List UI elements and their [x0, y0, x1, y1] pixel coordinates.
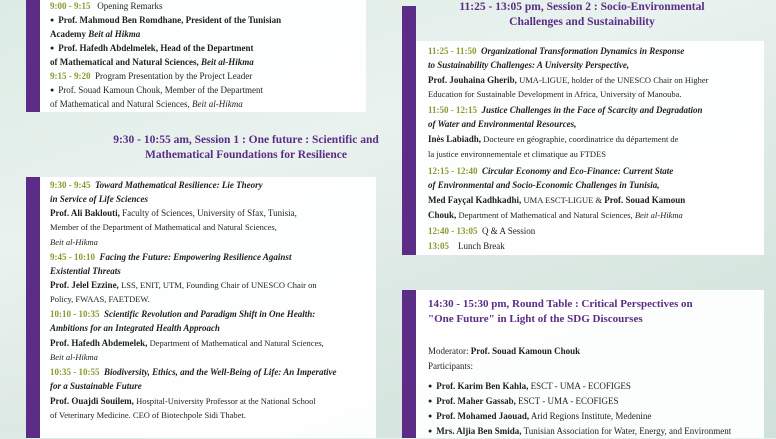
talk-speaker: Inès Labiadh, Docteure en géographie, coordinatrice du département de [428, 134, 679, 144]
talk-speaker: Med Fayçal Kadhkadhi, UMA ESCT-LIGUE & Prof. Souad Kamoun [428, 195, 686, 205]
talk-speaker-cont: Chouk, Department of Mathematical and Natural Sciences, Beit al-Hikma [428, 210, 683, 220]
talk-aff: of Veterinary Medicine. CEO of Biotechpole Sidi Thabet. [50, 410, 246, 420]
participant: ● Prof. Karim Ben Kahla, ESCT - UMA - ECOFIGES [428, 380, 631, 394]
qa-line: 12:40 - 13:05 Q & A Session [428, 226, 536, 236]
participant: ● Prof. Mohamed Jaouad, Arid Regions Institute, Medenine [428, 410, 651, 424]
session1-title: 9:30 - 10:55 am, Session 1 : One future : Scientific and Mathematical Foundations for Resilience [113, 134, 379, 161]
talk-time-title: 9:30 - 9:45 Toward Mathematical Resilience: Lie Theory [50, 180, 263, 190]
talk-time-title: 9:45 - 10:10 Facing the Future: Empowering Resilience Against [50, 252, 292, 262]
lunch-line: 13:05 Lunch Break [428, 241, 505, 251]
talk-time-title: 10:10 - 10:35 Scientific Revolution and Paradigm Shift in One Health: [50, 309, 316, 319]
session1-bar [26, 177, 40, 438]
talk-aff: Education for Sustainable Development in Africa, University of Manouba. [428, 89, 682, 99]
participants-label: Participants: [428, 361, 473, 371]
talk-speaker: Prof. Ouajdi Souilem, Hospital-University Professor at the National School [50, 396, 316, 406]
talk-speaker: Prof. Jelel Ezzine, LSS, ENIT, UTM, Founding Chair of UNESCO Chair on [50, 280, 317, 290]
time-label: 9:00 - 9:15 [50, 1, 91, 11]
opening-line-6: 9:15 - 9:20 Program Presentation by the Project Leader [50, 71, 253, 81]
speaker-aff: Academy Beit al Hikma [50, 29, 141, 39]
talk-aff: Policy, FWAAS, FAETDEW. [50, 294, 150, 304]
talk-aff: la justice environnementale et climatique au FTDES [428, 149, 606, 159]
talk-time-title: 11:25 - 11:50 Organizational Transformation Dynamics in Response [428, 46, 685, 56]
speaker-aff: of Mathematical and Natural Sciences, Beit al-Hikma [50, 99, 243, 109]
talk-title-cont: Existential Threats [50, 266, 121, 276]
talk-time-title: 10:35 - 10:55 Biodiversity, Ethics, and the Well-Being of Life: An Imperative [50, 367, 337, 377]
talk-time-title: 11:50 - 12:15 Justice Challenges in the Face of Scarcity and Degradation [428, 105, 703, 115]
speaker-line: ● Prof. Mahmoud Ben Romdhane, President of the Tunisian [50, 14, 281, 28]
speaker-line: ● Prof. Hafedh Abdelmelek, Head of the Department [50, 42, 254, 56]
talk-speaker: Prof. Hafedh Abdemelek, Department of Mathematical and Natural Sciences, [50, 338, 324, 348]
talk-title-cont: to Sustainability Challenges: A University Perspective, [428, 60, 630, 70]
roundtable-title: 14:30 - 15:30 pm, Round Table : Critical Perspectives on "One Future" in Light of the SDG Discourses [428, 298, 693, 325]
speaker-line: ● Prof. Souad Kamoun Chouk, Member of the Department [50, 84, 263, 98]
talk-speaker: Prof. Jouhaina Gherib, UMA-LIGUE, holder of the UNESCO Chair on Higher [428, 75, 709, 85]
talk-title-cont: in Service of Life Sciences [50, 194, 148, 204]
talk-title-cont: for a Sustainable Future [50, 381, 142, 391]
talk-title-cont: Ambitions for an Integrated Health Approach [50, 323, 220, 333]
item-text: Opening Remarks [97, 1, 163, 11]
talk-aff: Beit al-Hikma [50, 352, 98, 362]
roundtable-bar [402, 290, 416, 438]
talk-aff: Member of the Department of Mathematical and Natural Sciences, [50, 222, 277, 232]
talk-time-title: 12:15 - 12:40 Circular Economy and Eco-Finance: Current State [428, 166, 674, 176]
moderator-line: Moderator: Prof. Souad Kamoun Chouk [428, 346, 581, 356]
speaker-aff: of Mathematical and Natural Sciences, Beit al-Hikma [50, 57, 254, 67]
opening-line-1 [50, 0, 163, 13]
participant: ● Prof. Maher Gassab, ESCT - UMA - ECOFIGES [428, 395, 619, 409]
talk-aff: Beit al-Hikma [50, 237, 98, 247]
participant: ● Mrs. Aljia Ben Smida, Tunisian Association for Water, Energy, and Environment [428, 425, 731, 439]
opening-bar [26, 0, 40, 112]
session2-title: 11:25 - 13:05 pm, Session 2 : Socio-Environmental Challenges and Sustainability [459, 1, 705, 28]
talk-speaker: Prof. Ali Baklouti, Faculty of Sciences, University of Sfax, Tunisia, [50, 208, 297, 218]
session2-bar [402, 6, 416, 255]
talk-title-cont: of Environmental and Socio-Economic Challenges in Tunisia, [428, 180, 660, 190]
talk-title-cont: of Water and Environmental Resources, [428, 119, 577, 129]
